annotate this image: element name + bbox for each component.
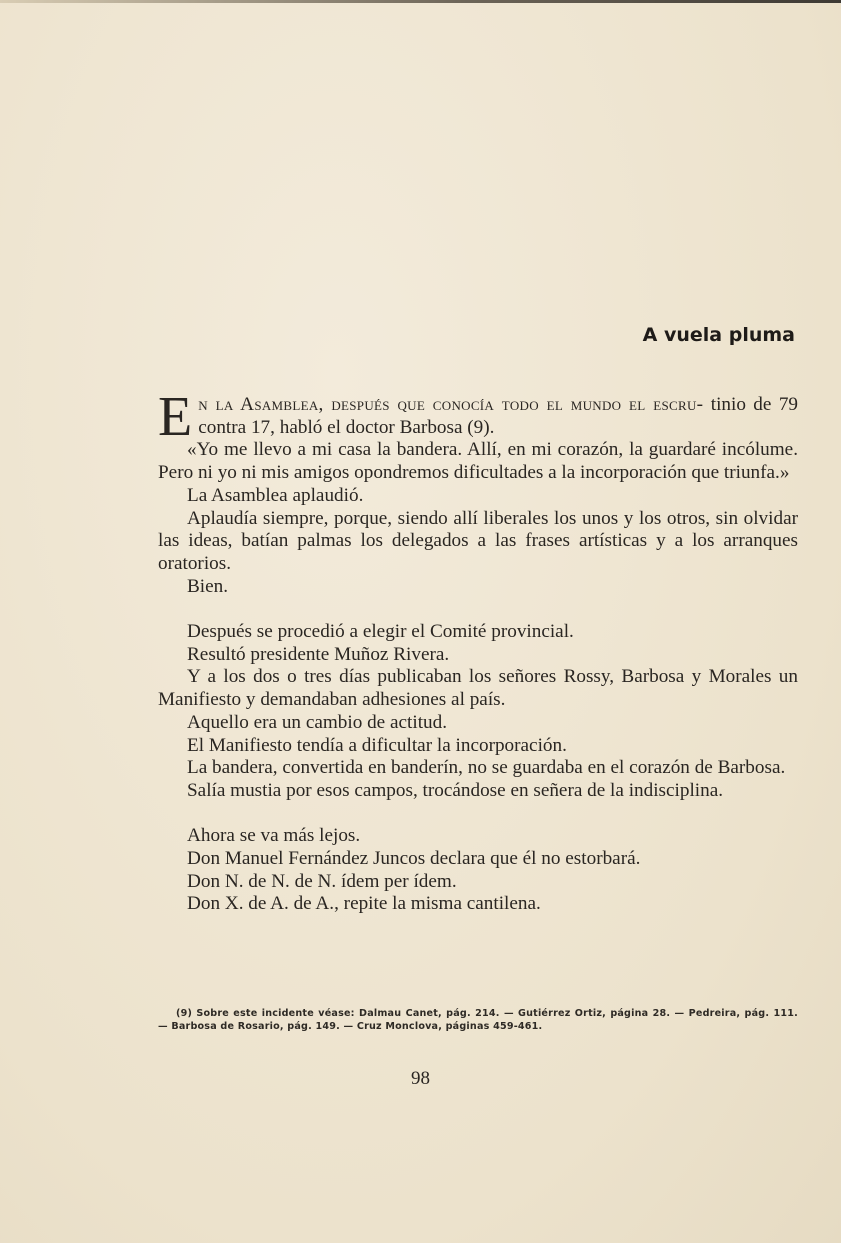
footnote-marker: (9)	[176, 1008, 193, 1019]
paragraph: Y a los dos o tres días publicaban los señores Rossy, Barbosa y Morales un Manifiesto y demandaban adhesiones al país.	[158, 666, 798, 711]
paragraph: El Manifiesto tendía a dificultar la incorporación.	[187, 734, 567, 756]
drop-cap: E	[158, 386, 193, 448]
paragraph: Salía mustia por esos campos, trocándose en señera de la indisciplina.	[187, 779, 724, 801]
footnote	[158, 1008, 798, 1033]
paragraph: Aquello era un cambio de actitud.	[187, 711, 448, 733]
paragraph-list	[158, 439, 798, 916]
page-number: 98	[411, 1068, 430, 1089]
paragraph: Don N. de N. de N. ídem per ídem.	[187, 870, 457, 892]
footnote-text: Sobre este incidente véase: Dalmau Canet, pág. 214. — Gutiérrez Ortiz, página 28. — Pedreira, pág. 111. — Barbosa de Rosario, pág. 149. — Cruz Monclova, páginas 459-461.	[158, 1008, 799, 1032]
paragraph: La Asamblea aplaudió.	[187, 484, 364, 506]
paragraph: Don X. de A. de A., repite la misma cantilena.	[187, 893, 541, 915]
paragraph: Bien.	[187, 575, 229, 597]
opening-paragraph	[158, 386, 799, 448]
body-text	[158, 386, 799, 916]
opening-small-caps: n la Asamblea, después que conocía todo el mundo el escru-	[198, 394, 704, 415]
paragraph: Ahora se va más lejos.	[187, 825, 361, 847]
paragraph: Don Manuel Fernández Juncos declara que él no estorbará.	[187, 848, 641, 870]
paragraph: Resultó presidente Muñoz Rivera.	[187, 643, 450, 665]
paragraph: La bandera, convertida en banderín, no se guardaba en el corazón de Barbosa.	[187, 757, 786, 779]
opening-rest: tinio de 79 contra 17, habló el doctor Barbosa (9).	[198, 394, 799, 438]
section-title: A vuela pluma	[642, 324, 795, 346]
paragraph: Después se procedió a elegir el Comité provincial.	[187, 621, 574, 643]
top-rule	[0, 0, 841, 3]
paragraph: Aplaudía siempre, porque, siendo allí liberales los unos y los otros, sin olvidar las ideas, batían palmas los delegados a las frases artísticas y a los arranques oratorios.	[158, 507, 798, 574]
paragraph: «Yo me llevo a mi casa la bandera. Allí, en mi corazón, la guardaré incólume. Pero ni yo ni mis amigos opondremos dificultades a la incorporación que triunfa.»	[158, 439, 798, 484]
